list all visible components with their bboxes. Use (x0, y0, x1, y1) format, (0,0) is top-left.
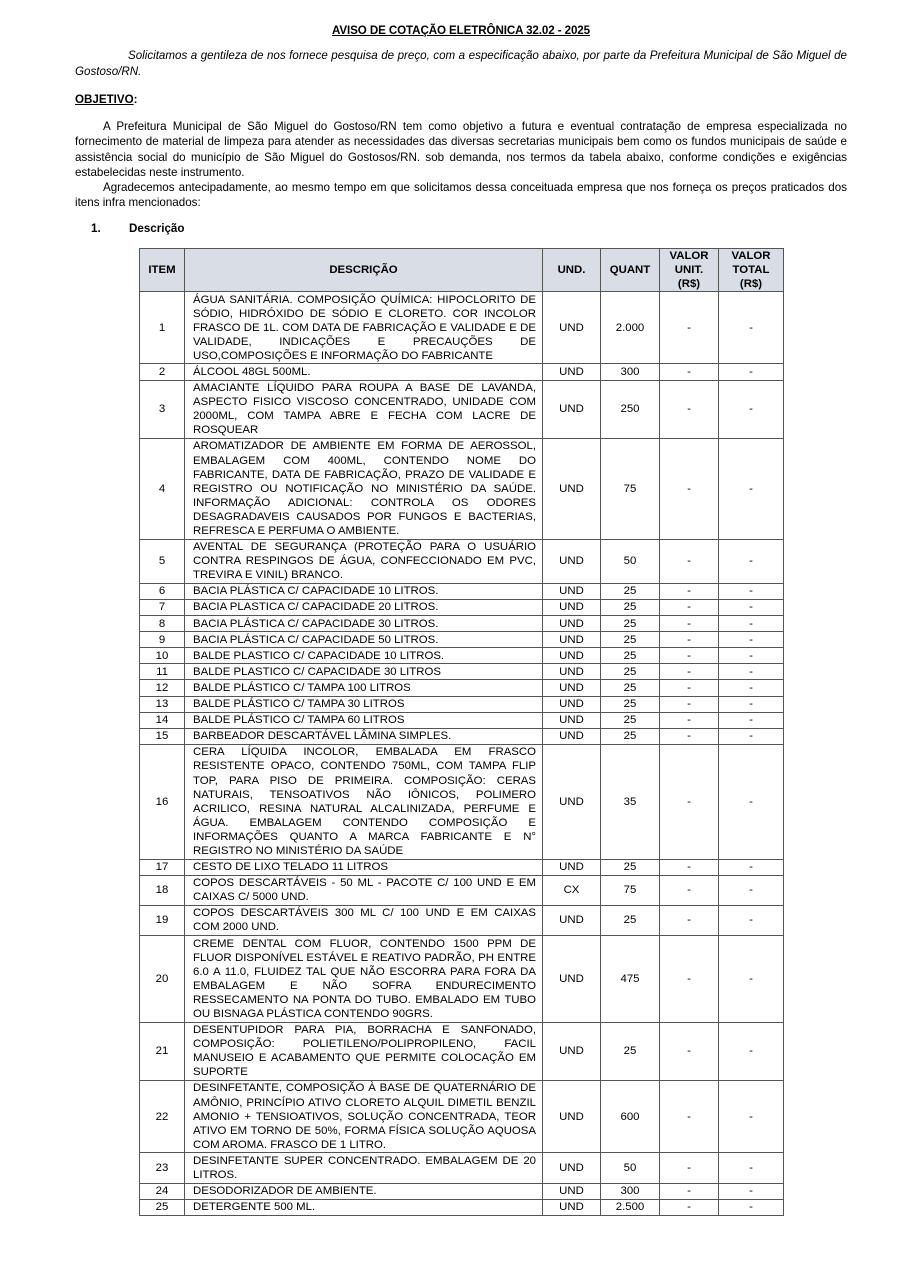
row-unit: UND (543, 1153, 601, 1183)
row-unit-value: - (660, 680, 719, 696)
row-total-value: - (719, 292, 784, 364)
row-quantity: 25 (601, 616, 660, 632)
row-unit: UND (543, 1080, 601, 1152)
row-total-value: - (719, 1153, 784, 1183)
row-unit: UND (543, 292, 601, 364)
row-quantity: 250 (601, 380, 660, 438)
row-item-number: 5 (140, 539, 185, 583)
section-number: 1. (91, 222, 101, 235)
row-unit-value: - (660, 744, 719, 859)
row-description: BALDE PLÁSTICO C/ TAMPA 30 LITROS (185, 696, 543, 712)
row-unit-value: - (660, 696, 719, 712)
row-total-value: - (719, 648, 784, 664)
col-header-text: VALOR (669, 250, 709, 262)
row-description: BACIA PLÁSTICA C/ CAPACIDADE 30 LITROS. (185, 616, 543, 632)
row-item-number: 24 (140, 1183, 185, 1199)
row-item-number: 3 (140, 380, 185, 438)
row-item-number: 6 (140, 583, 185, 599)
row-total-value: - (719, 539, 784, 583)
row-item-number: 13 (140, 696, 185, 712)
row-unit-value: - (660, 438, 719, 539)
table-row (140, 583, 784, 599)
row-unit: UND (543, 712, 601, 728)
table-row (140, 292, 784, 364)
row-description: BALDE PLASTICO C/ CAPACIDADE 10 LITROS. (185, 648, 543, 664)
row-description: DESODORIZADOR DE AMBIENTE. (185, 1183, 543, 1199)
row-total-value: - (719, 875, 784, 905)
row-item-number: 23 (140, 1153, 185, 1183)
row-quantity: 600 (601, 1080, 660, 1152)
row-unit: UND (543, 1022, 601, 1080)
row-unit: UND (543, 905, 601, 935)
thanks-paragraph (75, 180, 847, 211)
row-quantity: 300 (601, 364, 660, 380)
row-total-value: - (719, 664, 784, 680)
row-item-number: 18 (140, 875, 185, 905)
row-quantity: 25 (601, 905, 660, 935)
col-header-item: ITEM (140, 249, 185, 292)
intro-paragraph (75, 48, 847, 79)
table-row (140, 712, 784, 728)
table-row (140, 1153, 784, 1183)
table-row (140, 599, 784, 615)
row-description: DETERGENTE 500 ML. (185, 1199, 543, 1215)
col-header-valor-total (719, 249, 784, 292)
row-quantity: 25 (601, 664, 660, 680)
row-unit: UND (543, 744, 601, 859)
table-row (140, 380, 784, 438)
row-item-number: 12 (140, 680, 185, 696)
table-row (140, 936, 784, 1023)
row-item-number: 21 (140, 1022, 185, 1080)
row-unit: UND (543, 539, 601, 583)
row-total-value: - (719, 1022, 784, 1080)
row-description: BACIA PLÁSTICA C/ CAPACIDADE 10 LITROS. (185, 583, 543, 599)
row-description: DESINFETANTE SUPER CONCENTRADO. EMBALAGEM DE 20 LITROS. (185, 1153, 543, 1183)
row-unit: UND (543, 859, 601, 875)
row-unit: UND (543, 936, 601, 1023)
row-unit-value: - (660, 364, 719, 380)
row-item-number: 19 (140, 905, 185, 935)
col-header-text: VALOR (731, 250, 771, 262)
table-header-row (140, 249, 784, 292)
objetivo-colon: : (133, 93, 138, 106)
row-item-number: 10 (140, 648, 185, 664)
row-unit-value: - (660, 632, 719, 648)
row-unit-value: - (660, 599, 719, 615)
document-title: AVISO DE COTAÇÃO ELETRÔNICA 32.02 - 2025 (332, 24, 590, 37)
row-unit: UND (543, 616, 601, 632)
row-unit-value: - (660, 380, 719, 438)
row-unit-value: - (660, 1080, 719, 1152)
col-header-valor-unit (660, 249, 719, 292)
row-total-value: - (719, 364, 784, 380)
row-total-value: - (719, 728, 784, 744)
col-header-text: UNIT. (674, 264, 704, 276)
row-quantity: 25 (601, 632, 660, 648)
row-quantity: 25 (601, 680, 660, 696)
objetivo-label: OBJETIVO (75, 93, 134, 106)
row-unit-value: - (660, 1199, 719, 1215)
row-unit-value: - (660, 664, 719, 680)
row-description: AVENTAL DE SEGURANÇA (PROTEÇÃO PARA O USUÁRIO CONTRA RESPINGOS DE ÁGUA, CONFECCIONADO EM PVC, TREVIRA E VINIL) BRANCO. (185, 539, 543, 583)
row-item-number: 16 (140, 744, 185, 859)
row-quantity: 2.500 (601, 1199, 660, 1215)
section-heading (91, 222, 184, 235)
table-row (140, 728, 784, 744)
row-description: CREME DENTAL COM FLUOR, CONTENDO 1500 PPM DE FLUOR DISPONÍVEL ESTÁVEL E REATIVO PADRÃO, PH ENTRE 6.0 A 11.0, FLUIDEZ TAL QUE NÃO ESCORRA PARA FORA DA EMBALAGEM E NÃO SOFRA ENDURECIMENTO RESSECAMENTO NA PONTA DO TUBO. EMBALADO EM TUBO OU BISNAGA PLÁSTICA CONTENDO 90GRS. (185, 936, 543, 1023)
row-unit: UND (543, 728, 601, 744)
table-row (140, 1183, 784, 1199)
table-row (140, 364, 784, 380)
row-quantity: 35 (601, 744, 660, 859)
row-unit: UND (543, 583, 601, 599)
row-unit: UND (543, 1199, 601, 1215)
row-quantity: 475 (601, 936, 660, 1023)
row-unit: UND (543, 364, 601, 380)
row-unit-value: - (660, 1183, 719, 1199)
row-item-number: 22 (140, 1080, 185, 1152)
row-unit-value: - (660, 539, 719, 583)
row-description: COPOS DESCARTÁVEIS - 50 ML - PACOTE C/ 100 UND E EM CAIXAS C/ 5000 UND. (185, 875, 543, 905)
table-row (140, 632, 784, 648)
row-unit: UND (543, 599, 601, 615)
row-description: ÁLCOOL 48GL 500ML. (185, 364, 543, 380)
row-unit: UND (543, 380, 601, 438)
row-item-number: 15 (140, 728, 185, 744)
row-unit: UND (543, 664, 601, 680)
row-description: BARBEADOR DESCARTÁVEL LÂMINA SIMPLES. (185, 728, 543, 744)
row-description: CERA LÍQUIDA INCOLOR, EMBALADA EM FRASCO RESISTENTE OPACO, CONTENDO 750ML, COM TAMPA FLIP TOP, PARA PISO DE PRIMEIRA. COMPOSIÇÃO: CERAS NATURAIS, TENSOATIVOS NÃO IÔNICOS, POLIMERO ACRILICO, RESINA NATURAL ALCALINIZADA, PERFUME E ÁGUA. EMBALAGEM CONTENDO COMPOSIÇÃO E INFORMAÇÕES QUANTO A MARCA FABRICANTE E N° REGISTRO NO MINISTÉRIO DA SAÚDE (185, 744, 543, 859)
row-total-value: - (719, 632, 784, 648)
row-total-value: - (719, 616, 784, 632)
table-row (140, 539, 784, 583)
row-item-number: 2 (140, 364, 185, 380)
table-row (140, 1080, 784, 1152)
table-row (140, 875, 784, 905)
row-quantity: 2.000 (601, 292, 660, 364)
row-description: BACIA PLÁSTICA C/ CAPACIDADE 50 LITROS. (185, 632, 543, 648)
col-header-text: TOTAL (732, 264, 770, 276)
table-row (140, 905, 784, 935)
row-total-value: - (719, 438, 784, 539)
row-quantity: 300 (601, 1183, 660, 1199)
row-quantity: 25 (601, 859, 660, 875)
row-description: BACIA PLASTICA C/ CAPACIDADE 20 LITROS. (185, 599, 543, 615)
row-description: CESTO DE LIXO TELADO 11 LITROS (185, 859, 543, 875)
row-unit: UND (543, 680, 601, 696)
row-total-value: - (719, 744, 784, 859)
row-quantity: 25 (601, 599, 660, 615)
col-header-und: UND. (543, 249, 601, 292)
table-row (140, 696, 784, 712)
row-item-number: 4 (140, 438, 185, 539)
col-header-quant: QUANT (601, 249, 660, 292)
objective-paragraph (75, 119, 847, 181)
row-item-number: 17 (140, 859, 185, 875)
row-unit-value: - (660, 905, 719, 935)
table-row (140, 616, 784, 632)
table-row (140, 1022, 784, 1080)
row-total-value: - (719, 696, 784, 712)
row-quantity: 50 (601, 539, 660, 583)
row-total-value: - (719, 599, 784, 615)
intro-text: Solicitamos a gentileza de nos fornece pesquisa de preço, com a especificação abaixo, por parte da Prefeitura Municipal de São Miguel de Gostoso/RN. (75, 49, 847, 78)
row-unit-value: - (660, 728, 719, 744)
row-quantity: 25 (601, 696, 660, 712)
row-item-number: 25 (140, 1199, 185, 1215)
objective-text: A Prefeitura Municipal de São Miguel do Gostoso/RN tem como objetivo a futura e eventual contratação de empresa especializada no fornecimento de material de limpeza para atender as necessidades das diversas secretarias municipais bem como os fundos municipais de saúde e assistência social do município de São Miguel do Gostosos/RN. sob demanda, nos termos da tabela abaixo, conforme condições e exigências estabelecidas neste instrumento. (75, 120, 847, 180)
table-row (140, 744, 784, 859)
row-total-value: - (719, 1199, 784, 1215)
row-unit: UND (543, 438, 601, 539)
row-unit-value: - (660, 1022, 719, 1080)
row-quantity: 25 (601, 728, 660, 744)
row-total-value: - (719, 1183, 784, 1199)
row-quantity: 75 (601, 875, 660, 905)
row-unit-value: - (660, 936, 719, 1023)
thanks-text: Agradecemos antecipadamente, ao mesmo tempo em que solicitamos dessa conceituada empresa que nos forneça os preços praticados dos itens infra mencionados: (75, 181, 847, 210)
row-unit: UND (543, 648, 601, 664)
row-description: AROMATIZADOR DE AMBIENTE EM FORMA DE AEROSSOL, EMBALAGEM COM 400ML, CONTENDO NOME DO FABRICANTE, DATA DE FABRICAÇÃO, PRAZO DE VALIDADE E REGISTRO OU NOTIFICAÇÃO NO MINISTÉRIO DA SAÚDE. INFORMAÇÃO ADICIONAL: CONTROLA OS ODORES DESAGRADAVEIS CAUSADOS POR FUNGOS E BACTERIAS, REFRESCA E PERFUMA O AMBIENTE. (185, 438, 543, 539)
row-description: BALDE PLÁSTICO C/ TAMPA 100 LITROS (185, 680, 543, 696)
row-quantity: 25 (601, 1022, 660, 1080)
row-description: BALDE PLASTICO C/ CAPACIDADE 30 LITROS (185, 664, 543, 680)
row-item-number: 20 (140, 936, 185, 1023)
row-description: DESINFETANTE, COMPOSIÇÃO À BASE DE QUATERNÁRIO DE AMÔNIO, PRINCÍPIO ATIVO CLORETO ALQUIL DIMETIL BENZIL AMONIO + TENSIOATIVOS, SOLUÇÃO CONCENTRADA, TEOR ATIVO EM TORNO DE 50%, FORMA FÍSICA SOLUÇÃO AQUOSA COM AROMA. FRASCO DE 1 LITRO. (185, 1080, 543, 1152)
row-description: BALDE PLÁSTICO C/ TAMPA 60 LITROS (185, 712, 543, 728)
row-unit-value: - (660, 859, 719, 875)
row-quantity: 25 (601, 648, 660, 664)
col-header-descricao: DESCRIÇÃO (185, 249, 543, 292)
row-total-value: - (719, 583, 784, 599)
row-total-value: - (719, 936, 784, 1023)
row-unit-value: - (660, 1153, 719, 1183)
row-total-value: - (719, 380, 784, 438)
row-unit-value: - (660, 712, 719, 728)
row-item-number: 9 (140, 632, 185, 648)
row-unit-value: - (660, 583, 719, 599)
row-quantity: 75 (601, 438, 660, 539)
row-total-value: - (719, 712, 784, 728)
section-title: Descrição (129, 222, 185, 235)
row-total-value: - (719, 859, 784, 875)
row-item-number: 14 (140, 712, 185, 728)
col-header-text: (R$) (677, 278, 701, 290)
row-description: AMACIANTE LÍQUIDO PARA ROUPA A BASE DE LAVANDA, ASPECTO FISICO VISCOSO CONCENTRADO, UNIDADE COM 2000ML, COM TAMPA ABRE E FECHA COM LACRE DE ROSQUEAR (185, 380, 543, 438)
table-row (140, 648, 784, 664)
table-body (140, 292, 784, 1216)
row-unit-value: - (660, 875, 719, 905)
row-unit-value: - (660, 648, 719, 664)
row-description: ÁGUA SANITÁRIA. COMPOSIÇÃO QUÍMICA: HIPOCLORITO DE SÓDIO, HIDRÓXIDO DE SÓDIO E CLORETO. COR INCOLOR FRASCO DE 1L. COM DATA DE FABRICAÇÃO E VALIDADE E DE VALIDADE, INDICAÇÕES E PRECAUÇÕES DE USO,COMPOSIÇÕES E INFORMAÇÃO DO FABRICANTE (185, 292, 543, 364)
row-total-value: - (719, 905, 784, 935)
items-table (139, 248, 784, 1216)
table-row (140, 859, 784, 875)
row-total-value: - (719, 680, 784, 696)
col-header-text: (R$) (739, 278, 763, 290)
row-unit: UND (543, 1183, 601, 1199)
row-unit: UND (543, 696, 601, 712)
row-unit-value: - (660, 292, 719, 364)
row-item-number: 7 (140, 599, 185, 615)
table-row (140, 1199, 784, 1215)
table-row (140, 664, 784, 680)
row-item-number: 11 (140, 664, 185, 680)
row-unit: CX (543, 875, 601, 905)
table-row (140, 438, 784, 539)
row-description: COPOS DESCARTÁVEIS 300 ML C/ 100 UND E EM CAIXAS COM 2000 UND. (185, 905, 543, 935)
row-item-number: 1 (140, 292, 185, 364)
objetivo-heading (75, 93, 138, 106)
row-quantity: 25 (601, 712, 660, 728)
row-total-value: - (719, 1080, 784, 1152)
row-unit: UND (543, 632, 601, 648)
row-description: DESENTUPIDOR PARA PIA, BORRACHA E SANFONADO, COMPOSIÇÃO: POLIETILENO/POLIPROPILENO, FACIL MANUSEIO E ACABAMENTO QUE PERMITE COLOCAÇÃO EM SUPORTE (185, 1022, 543, 1080)
row-quantity: 50 (601, 1153, 660, 1183)
row-item-number: 8 (140, 616, 185, 632)
table-row (140, 680, 784, 696)
row-quantity: 25 (601, 583, 660, 599)
row-unit-value: - (660, 616, 719, 632)
